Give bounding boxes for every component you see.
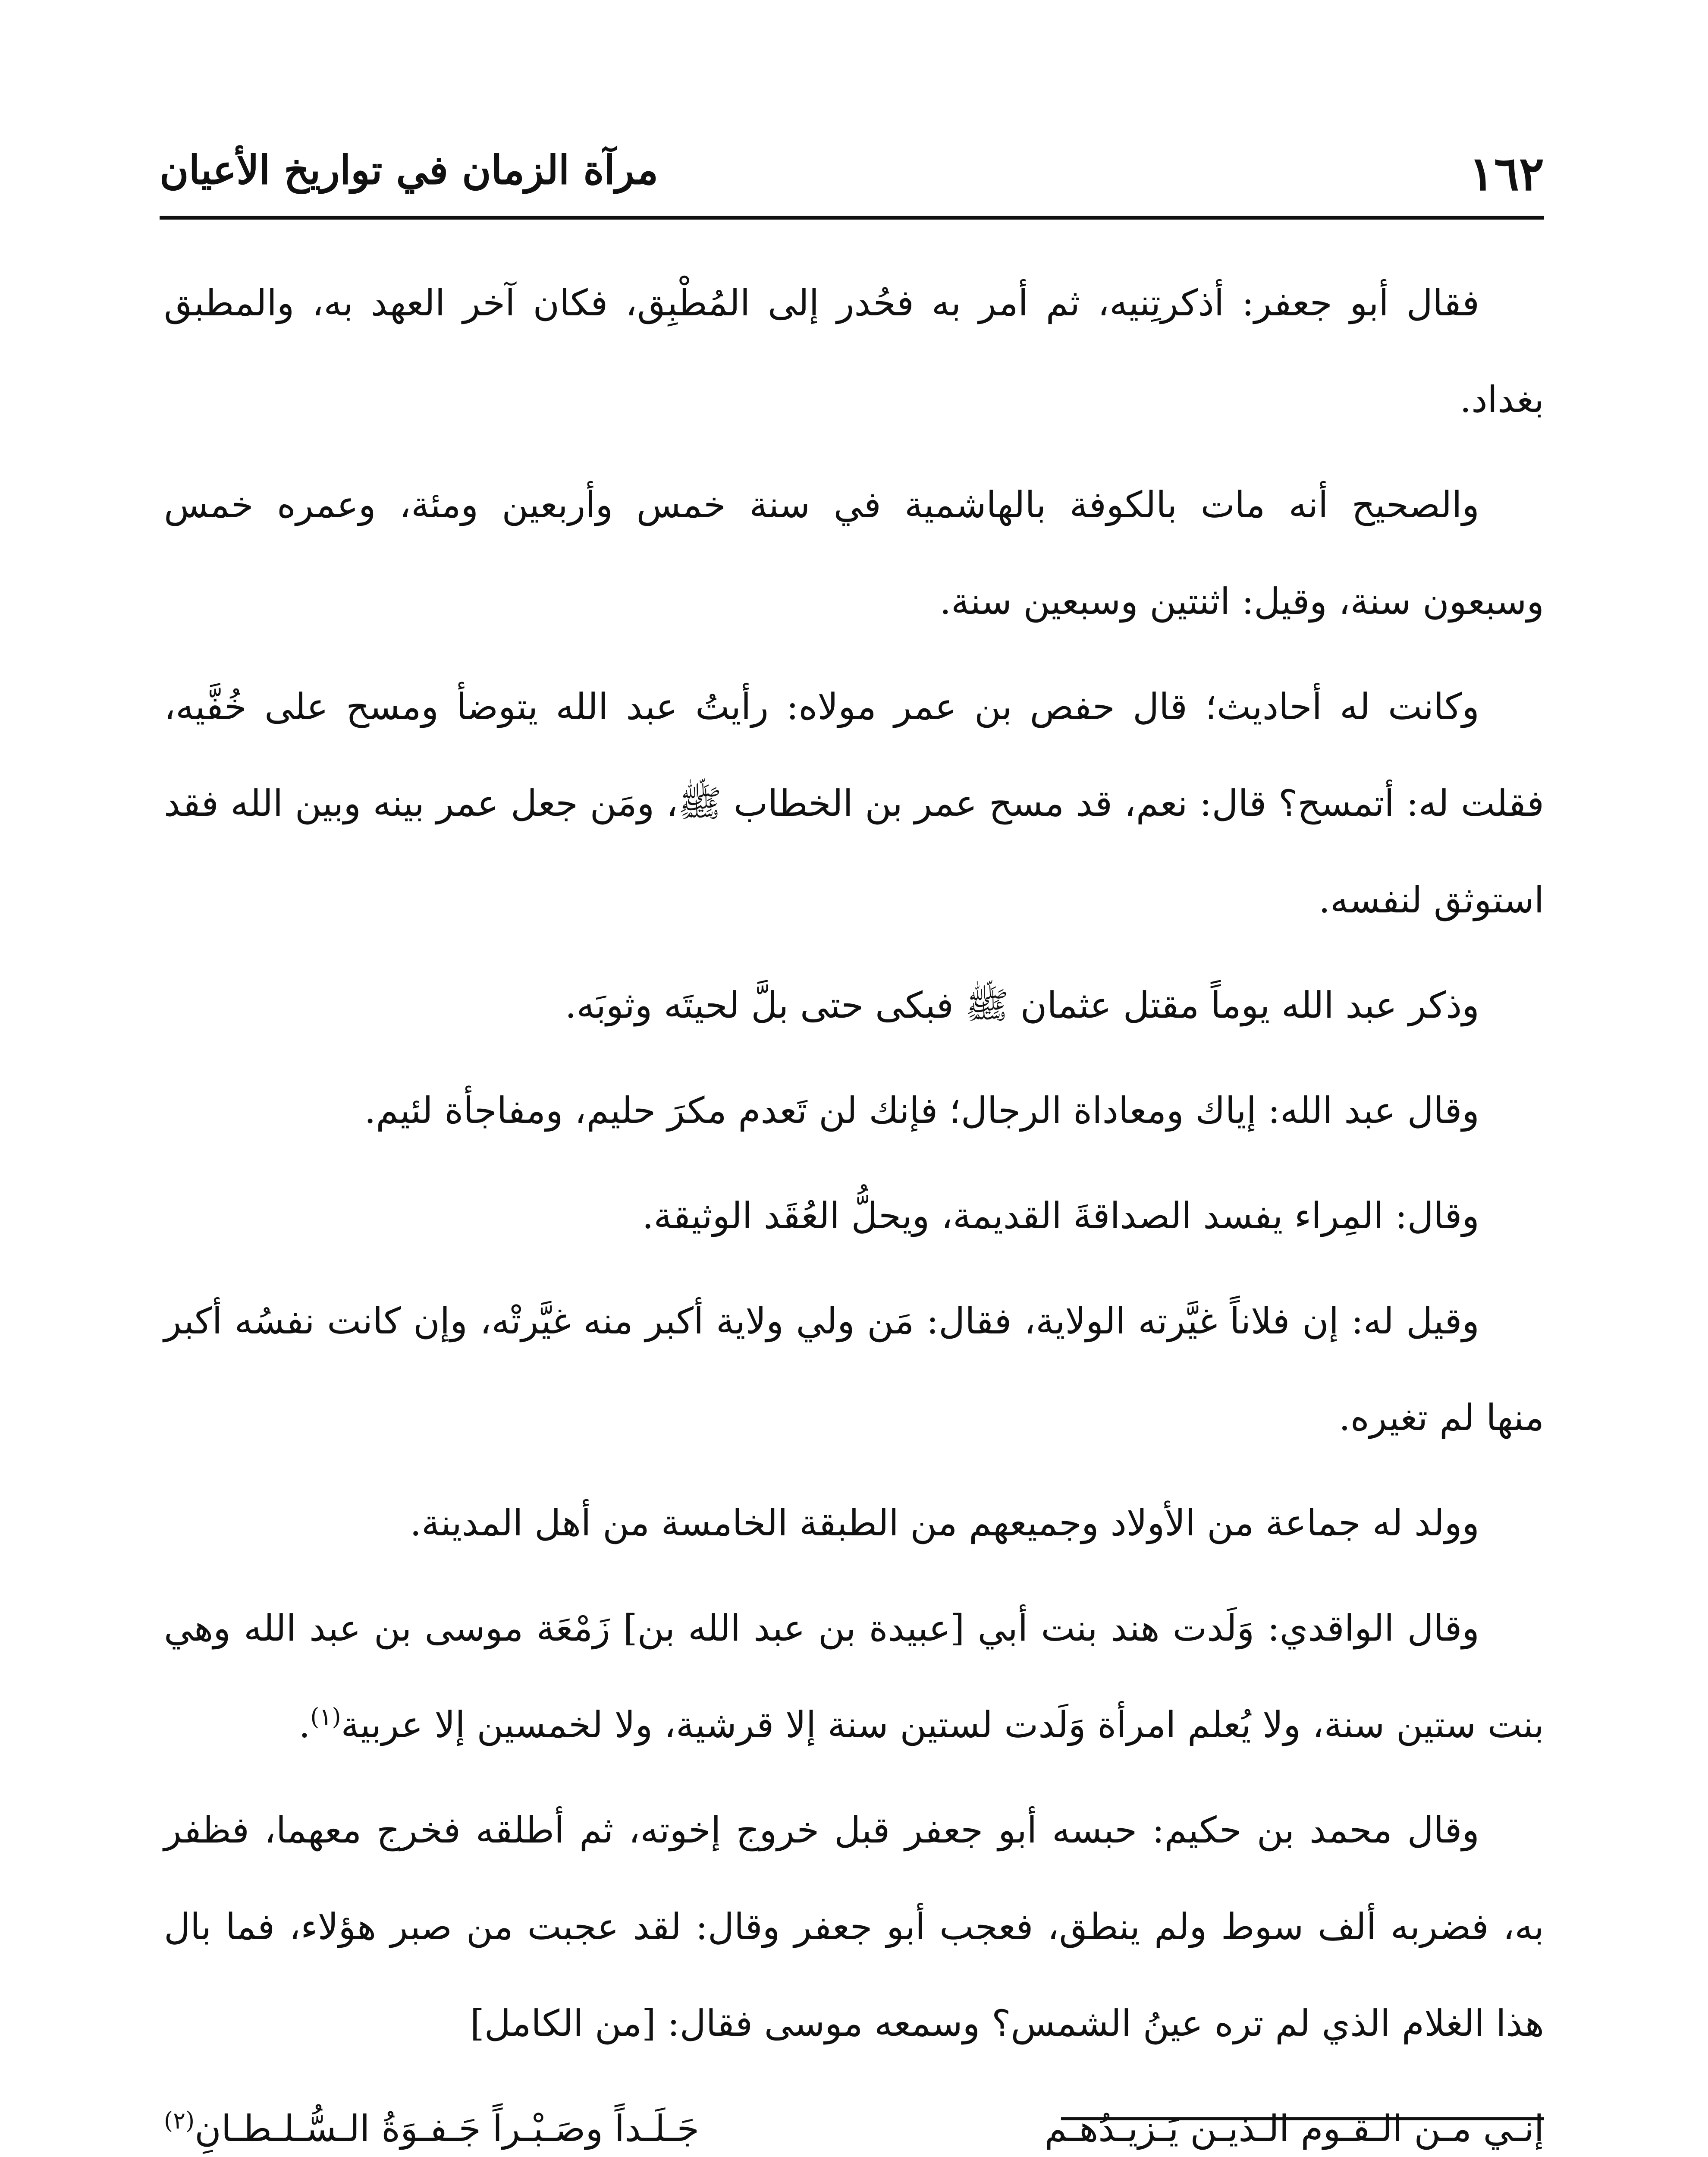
paragraph: والصحيح أنه مات بالكوفة بالهاشمية في سنة خمس وأربعين ومئة، وعمره خمس وسبعون سنة، وقيل: اثنتين وسبعين سنة. (164, 484, 1544, 623)
paragraph: فقال أبو جعفر: أذكرتِنيه، ثم أمر به فحُدر إلى المُطْبِق، فكان آخر العهد به، والمطبق بغداد. (164, 282, 1544, 421)
verse-second-hemistich (164, 2080, 699, 2157)
paragraph: وذكر عبد الله يوماً مقتل عثمان ﷺ فبكى حتى بلَّ لحيتَه وثوبَه. (565, 984, 1479, 1026)
verse-first-hemistich: إنـي مـن الـقـوم الـذيـن يَـزيـدُهـم (1044, 2107, 1544, 2150)
paragraph: وقال محمد بن حكيم: حبسه أبو جعفر قبل خروج إخوته، ثم أطلقه فخرج معهما، فظفر به، فضربه ألف سوط ولم ينطق، فعجب أبو جعفر وقال: لقد عجبت من صبر هؤلاء، فما بال هذا الغلام الذي لم تره عينُ الشمس؟ وسمعه موسى فقال: [من الكامل] (164, 1809, 1544, 2044)
paragraph (164, 1580, 1544, 1773)
paragraph-end: . (298, 1704, 311, 1746)
footnotes (164, 2146, 1544, 2157)
paragraph: وكانت له أحاديث؛ قال حفص بن عمر مولاه: رأيتُ عبد الله يتوضأ ومسح على خُفَّيه، فقلت له: أتمسح؟ قال: نعم، قد مسح عمر بن الخطاب ﷺ، ومَن جعل عمر بينه وبين الله فقد استوثق لنفسه. (164, 685, 1544, 921)
verse-second-text: جَـلَـداً وصَـبْـراً جَـفـوَةُ الـسُّـلـطـانِ (195, 2107, 700, 2150)
body-text (164, 255, 1544, 2157)
footnote-marker: (١) (310, 1703, 341, 1730)
paragraph: وقيل له: إن فلاناً غيَّرته الولاية، فقال: مَن ولي ولاية أكبر منه غيَّرتْه، وإن كانت نفسُه أكبر منها لم تغيره. (164, 1300, 1544, 1439)
paragraph-text: وقال الواقدي: وَلَدت هند بنت أبي [عبيدة بن عبد الله بن] زَمْعَة موسى بن عبد الله وهي بنت ستين سنة، ولا يُعلم امرأة وَلَدت لستين سنة إلا قرشية، ولا لخمسين إلا عربية (164, 1607, 1544, 1746)
running-title: مرآة الزمان في تواريخ الأعيان (160, 147, 659, 193)
paragraph: وقال عبد الله: إياك ومعاداة الرجال؛ فإنك لن تَعدم مكرَ حليم، ومفاجأة لئيم. (364, 1089, 1479, 1132)
page-header (160, 142, 1544, 220)
paragraph: وقال: المِراء يفسد الصداقةَ القديمة، ويحلُّ العُقَد الوثيقة. (642, 1195, 1479, 1237)
page-number: ١٦٢ (1469, 147, 1544, 201)
footnote (164, 2146, 1544, 2157)
paragraph: وولد له جماعة من الأولاد وجميعهم من الطبقة الخامسة من أهل المدينة. (410, 1502, 1479, 1544)
footnote-marker: (٢) (164, 2107, 195, 2134)
footnote-separator (1061, 2117, 1544, 2120)
